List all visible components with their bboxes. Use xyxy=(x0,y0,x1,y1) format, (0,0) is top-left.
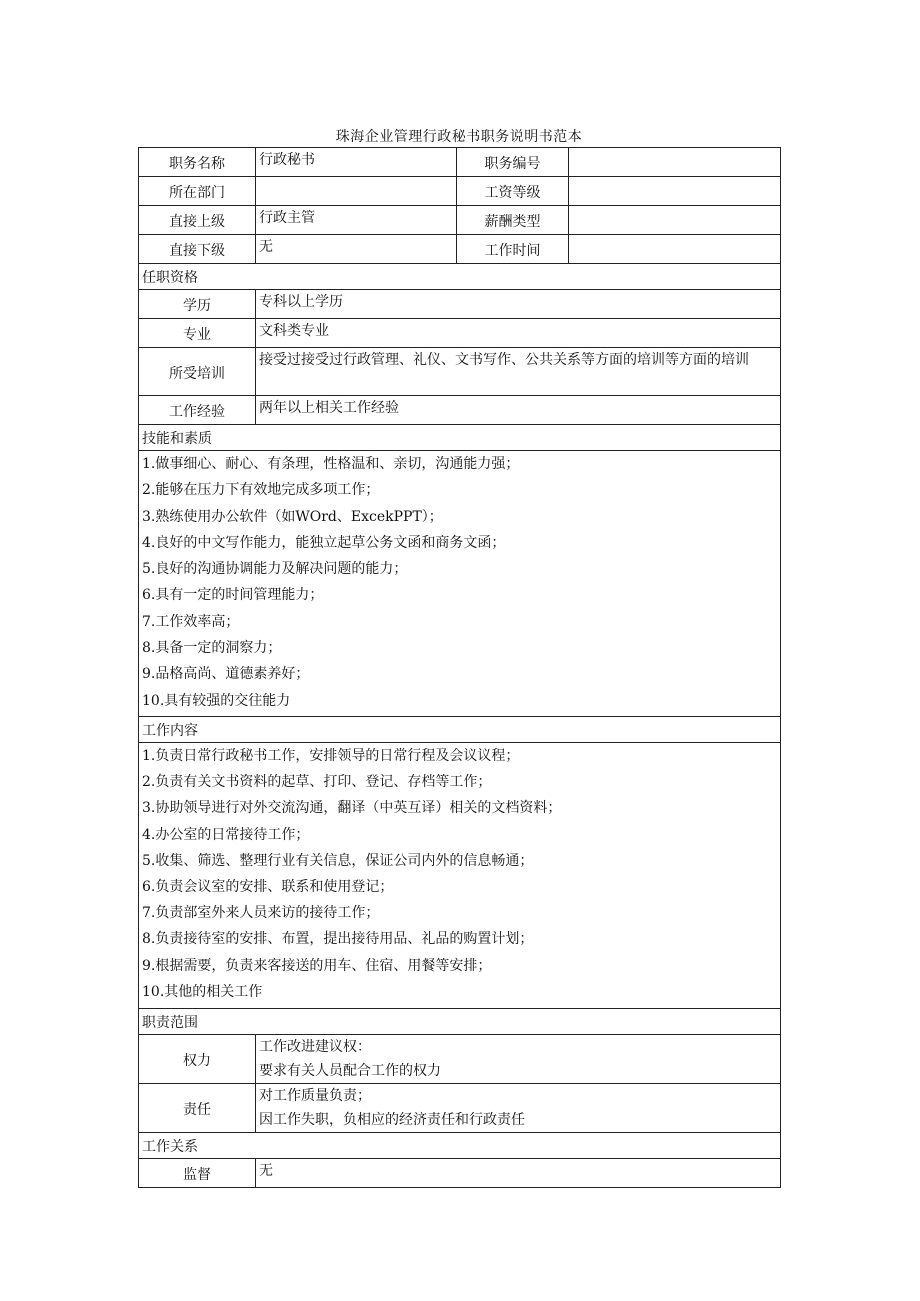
work-time-value xyxy=(569,235,781,264)
list-item: 2.负责有关文书资料的起草、打印、登记、存档等工作； xyxy=(142,774,492,791)
list-item: 10.具有较强的交往能力 xyxy=(142,692,291,709)
authority-label: 权力 xyxy=(139,1035,256,1084)
dept-label: 所在部门 xyxy=(139,177,256,206)
subordinate-value: 无 xyxy=(256,235,457,264)
list-item: 6.具有一定的时间管理能力； xyxy=(142,587,324,604)
grade-label: 工资等级 xyxy=(457,177,569,206)
training-value: 接受过接受过行政管理、礼仪、文书写作、公共关系等方面的培训等方面的培训 xyxy=(256,348,781,396)
authority-value xyxy=(256,1035,781,1084)
supervise-label: 监督 xyxy=(139,1159,256,1188)
responsibility-label: 责任 xyxy=(139,1084,256,1133)
job-description-table xyxy=(138,147,781,1188)
skills-heading: 技能和素质 xyxy=(139,425,781,451)
list-item: 7.工作效率高； xyxy=(142,613,240,630)
job-no-label: 职务编号 xyxy=(457,148,569,177)
education-label: 学历 xyxy=(139,290,256,319)
list-item: 9.品格高尚、道德素养好； xyxy=(142,666,310,683)
responsibility-line: 对工作质量负责； xyxy=(259,1088,371,1104)
list-item: 1.负责日常行政秘书工作，安排领导的日常行程及会议议程； xyxy=(142,748,520,764)
major-label: 专业 xyxy=(139,319,256,348)
job-no-value xyxy=(569,148,781,177)
authority-line: 要求有关人员配合工作的权力 xyxy=(259,1063,441,1079)
list-item: 1.做事细心、耐心、有条理，性格温和、亲切，沟通能力强； xyxy=(142,456,520,472)
supervise-value: 无 xyxy=(256,1159,781,1188)
relations-heading: 工作关系 xyxy=(139,1133,781,1159)
major-value: 文科类专业 xyxy=(256,319,781,348)
skills-list xyxy=(139,451,781,717)
list-item: 7.负责部室外来人员来访的接待工作； xyxy=(142,905,380,922)
experience-value: 两年以上相关工作经验 xyxy=(256,396,781,425)
list-item: 4.办公室的日常接待工作； xyxy=(142,826,310,843)
list-item: 4.良好的中文写作能力，能独立起草公务文函和商务文函； xyxy=(142,534,506,551)
training-label: 所受培训 xyxy=(139,348,256,396)
list-item: 8.负责接待室的安排、布置，提出接待用品、礼品的购置计划； xyxy=(142,931,534,948)
superior-label: 直接上级 xyxy=(139,206,256,235)
education-value: 专科以上学历 xyxy=(256,290,781,319)
grade-value xyxy=(569,177,781,206)
list-item: 9.根据需要，负责来客接送的用车、住宿、用餐等安排； xyxy=(142,957,492,974)
pay-type-label: 薪酬类型 xyxy=(457,206,569,235)
list-item: 5.良好的沟通协调能力及解决问题的能力； xyxy=(142,561,408,578)
scope-heading: 职责范围 xyxy=(139,1009,781,1035)
list-item: 5.收集、筛选、整理行业有关信息，保证公司内外的信息畅通； xyxy=(142,852,534,869)
work-time-label: 工作时间 xyxy=(457,235,569,264)
qualification-heading: 任职资格 xyxy=(139,264,781,290)
superior-value: 行政主管 xyxy=(256,206,457,235)
subordinate-label: 直接下级 xyxy=(139,235,256,264)
duties-list xyxy=(139,743,781,1009)
responsibility-value xyxy=(256,1084,781,1133)
list-item: 6.负责会议室的安排、联系和使用登记； xyxy=(142,878,394,895)
responsibility-line: 因工作失职，负相应的经济责任和行政责任 xyxy=(259,1112,525,1128)
job-name-label: 职务名称 xyxy=(139,148,256,177)
job-name-value: 行政秘书 xyxy=(256,148,457,177)
list-item: 3.协助领导进行对外交流沟通，翻译（中英互译）相关的文档资料； xyxy=(142,800,562,817)
dept-value xyxy=(256,177,457,206)
document-title: 珠海企业管理行政秘书职务说明书范本 xyxy=(335,129,583,145)
list-item: 3.熟练使用办公软件（如WOrd、ExcekPPT）； xyxy=(142,508,443,525)
duties-heading: 工作内容 xyxy=(139,717,781,743)
authority-line: 工作改进建议权： xyxy=(259,1039,371,1055)
pay-type-value xyxy=(569,206,781,235)
list-item: 10.其他的相关工作 xyxy=(142,983,263,1000)
experience-label: 工作经验 xyxy=(139,396,256,425)
list-item: 2.能够在压力下有效地完成多项工作； xyxy=(142,482,380,499)
list-item: 8.具备一定的洞察力； xyxy=(142,640,282,657)
